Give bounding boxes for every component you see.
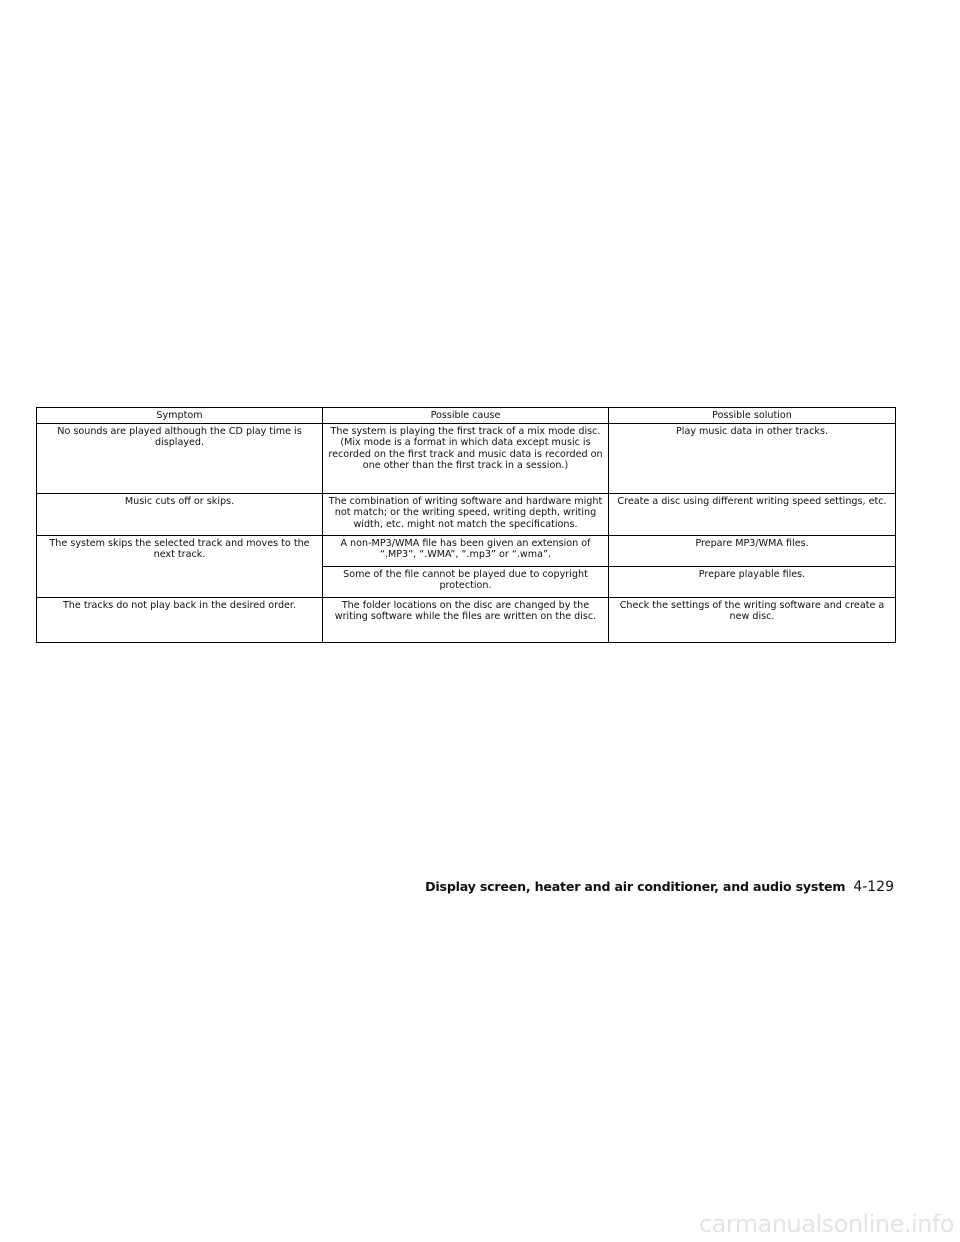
symptom-cell: The tracks do not play back in the desired order. (37, 597, 323, 642)
page-footer (425, 876, 894, 895)
table-row (37, 535, 896, 566)
solution-cell: Play music data in other tracks. (609, 423, 896, 493)
solution-cell: Check the settings of the writing software and create a new disc. (609, 597, 896, 642)
solution-cell: Prepare playable files. (609, 566, 896, 597)
table-header-row (37, 408, 896, 424)
cause-cell: A non-MP3/WMA file has been given an extension of “.MP3”, “.WMA”, “.mp3” or “.wma”. (323, 535, 609, 566)
cause-cell: The system is playing the first track of a mix mode disc. (Mix mode is a format in which data except music is recorded on the first track and music data is recorded on one other than the first track in a session.) (323, 423, 609, 493)
page-number: 4-129 (853, 879, 894, 895)
solution-cell: Prepare MP3/WMA files. (609, 535, 896, 566)
watermark: carmanualsonline.info (698, 1210, 954, 1238)
solution-cell: Create a disc using different writing speed settings, etc. (609, 493, 896, 535)
symptom-cell: The system skips the selected track and moves to the next track. (37, 535, 323, 597)
cause-cell: Some of the file cannot be played due to copyright protection. (323, 566, 609, 597)
header-symptom: Symptom (37, 408, 323, 424)
footer-section-title: Display screen, heater and air conditioner, and audio system (425, 879, 846, 894)
header-possible-solution: Possible solution (609, 408, 896, 424)
cause-cell: The combination of writing software and hardware might not match; or the writing speed, writing depth, writing width, etc. might not match the specifications. (323, 493, 609, 535)
symptom-cell: Music cuts off or skips. (37, 493, 323, 535)
troubleshooting-table (36, 407, 896, 643)
symptom-cell: No sounds are played although the CD play time is displayed. (37, 423, 323, 493)
table-row (37, 493, 896, 535)
header-possible-cause: Possible cause (323, 408, 609, 424)
table-row (37, 597, 896, 642)
cause-cell: The folder locations on the disc are changed by the writing software while the files are written on the disc. (323, 597, 609, 642)
table-row (37, 423, 896, 493)
